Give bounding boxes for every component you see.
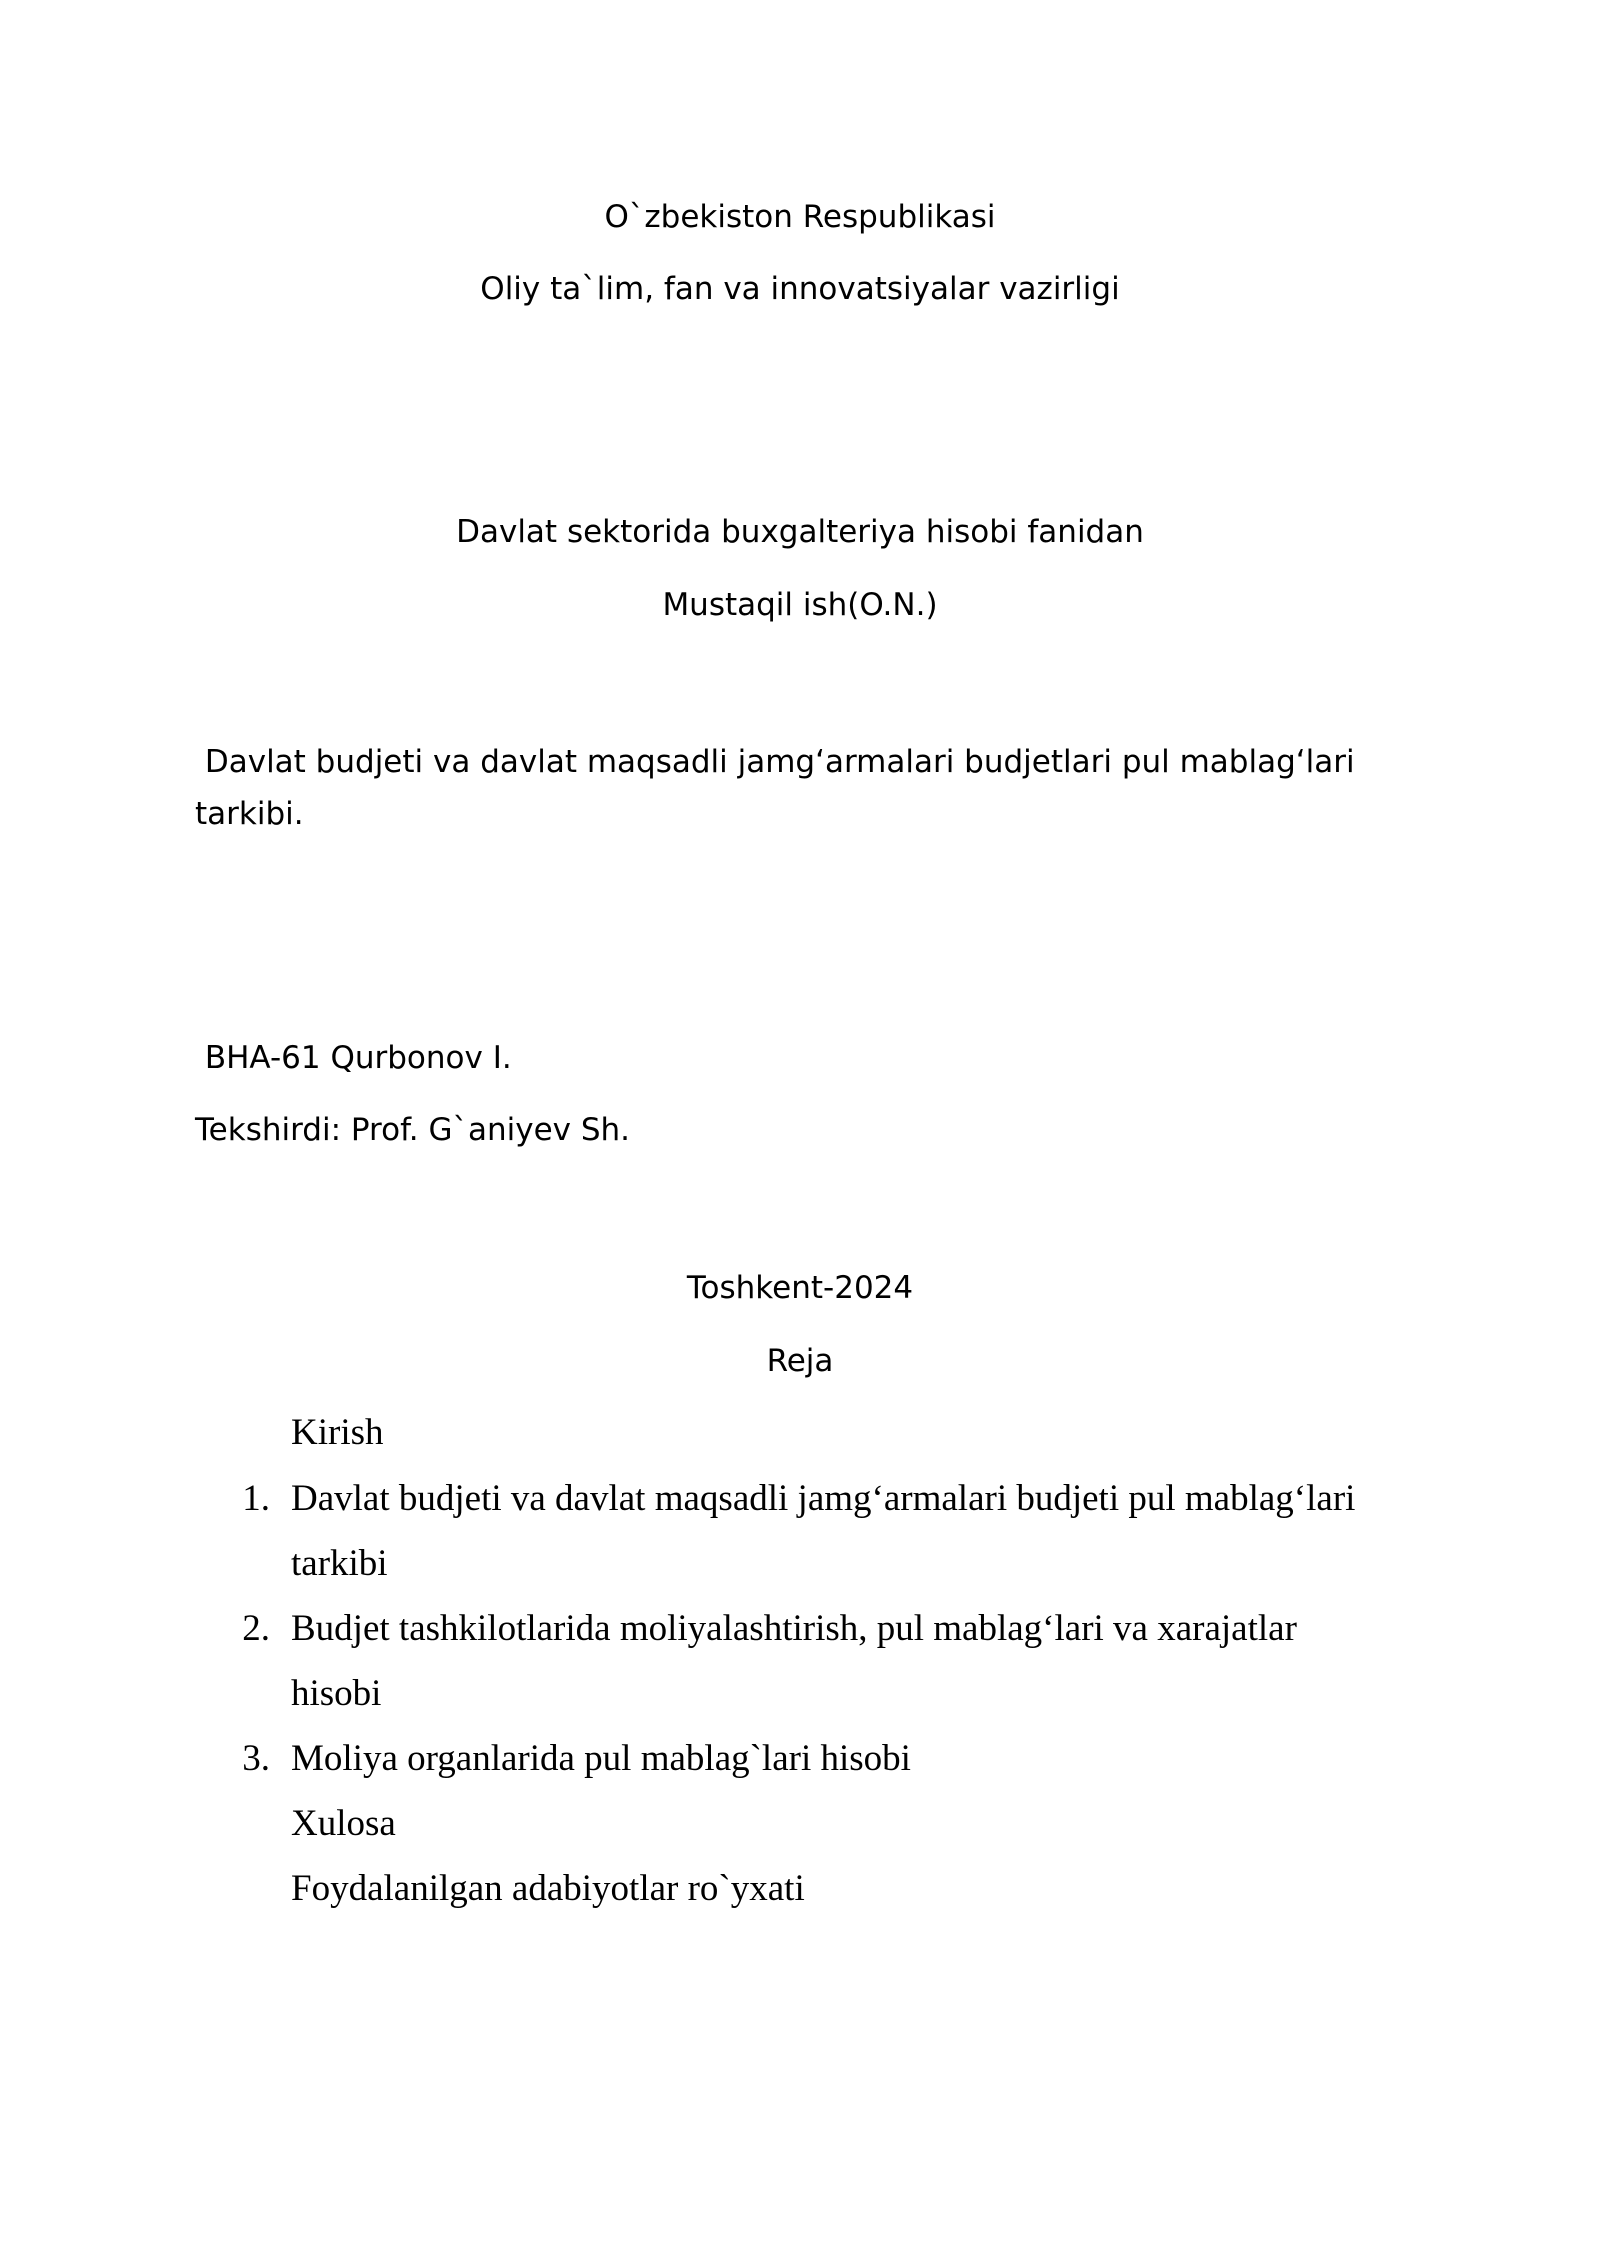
plan-intro: Kirish [291,1412,384,1453]
plan-item-number: 1. [242,1478,270,1519]
plan-references: Foydalanilgan adabiyotlar ro`yxati [291,1868,805,1909]
subject-title: Davlat sektorida buxgalteriya hisobi fanidan [456,514,1144,550]
topic-line-1: Davlat budjeti va davlat maqsadli jamg‘armalari budjetlari pul mablag‘lari [195,744,1355,780]
student-name: BHA-61 Qurbonov I. [195,1040,512,1076]
plan-item-number: 2. [242,1608,270,1649]
plan-item-line: tarkibi [291,1543,388,1584]
plan-title: Reja [766,1343,834,1379]
topic-line-2: tarkibi. [195,796,304,832]
checker-name: Tekshirdi: Prof. G`aniyev Sh. [195,1112,631,1148]
plan-item-line: hisobi [291,1673,382,1714]
plan-conclusion: Xulosa [291,1803,396,1844]
city-year: Toshkent-2024 [686,1270,914,1306]
plan-item-number: 3. [242,1738,270,1779]
work-type: Mustaqil ish(O.N.) [662,587,938,623]
ministry-name: Oliy ta`lim, fan va innovatsiyalar vazirligi [480,271,1120,307]
plan-item-line: Moliya organlarida pul mablag`lari hisobi [291,1738,911,1779]
republic-name: O`zbekiston Respublikasi [604,199,996,235]
plan-item-line: Davlat budjeti va davlat maqsadli jamg‘armalari budjeti pul mablag‘lari [291,1478,1356,1519]
plan-item-line: Budjet tashkilotlarida moliyalashtirish, pul mablag‘lari va xarajatlar [291,1608,1297,1649]
